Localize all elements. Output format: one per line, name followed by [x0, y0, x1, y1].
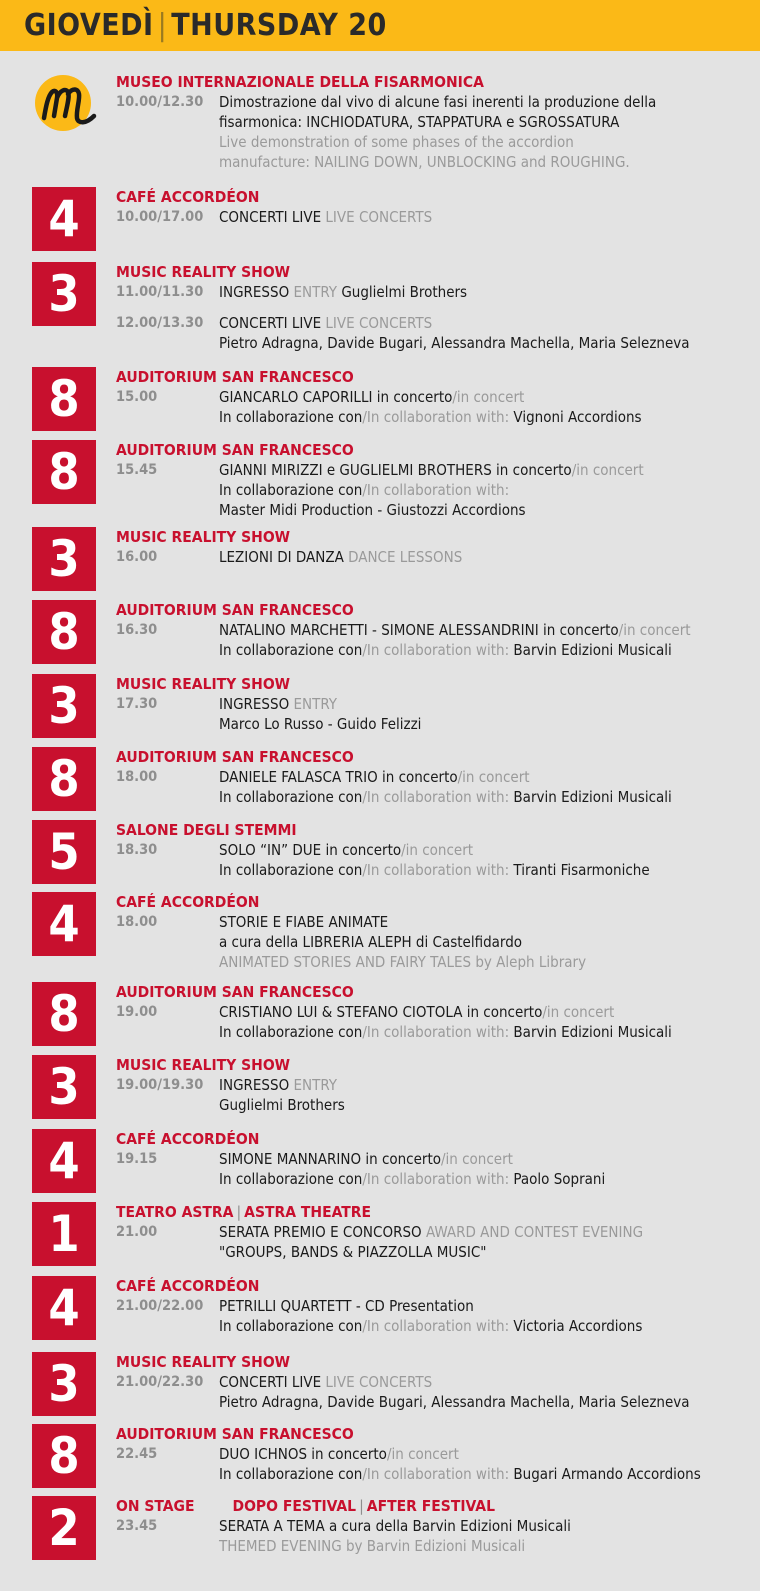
event-title-en: DANCE LESSONS [348, 548, 463, 566]
collab-label-en: /In collaboration with: [362, 641, 510, 659]
event-time: 19.00 [116, 1004, 158, 1020]
collab-label-en: /In collaboration with: [362, 1023, 510, 1041]
event-title: SERATA A TEMA a cura della Barvin Edizioni Musicali [219, 1517, 571, 1535]
collab-label: In collaborazione con [219, 861, 363, 879]
venue-name: AUDITORIUM SAN FRANCESCO [116, 748, 354, 766]
collab-label: In collaborazione con [219, 788, 363, 806]
collab-partner: Victoria Accordions [513, 1317, 643, 1335]
venue-number-badge: 4 [32, 892, 96, 956]
collab-label: In collaborazione con [219, 641, 363, 659]
event-time: 23.45 [116, 1518, 158, 1534]
event-title: CRISTIANO LUI & STEFANO CIOTOLA in concerto [219, 1003, 543, 1021]
event-performers: Pietro Adragna, Davide Bugari, Alessandra Machella, Maria Selezneva [219, 334, 690, 352]
event-title: LEZIONI DI DANZA [219, 548, 344, 566]
event-title-en: LIVE CONCERTS [325, 1373, 433, 1391]
venue-name: MUSIC REALITY SHOW [116, 675, 291, 693]
venue-name: AUDITORIUM SAN FRANCESCO [116, 1425, 354, 1443]
venue-name: TEATRO ASTRA | ASTRA THEATRE [116, 1203, 371, 1221]
event-title: SIMONE MANNARINO in concerto [219, 1150, 441, 1168]
event-time: 16.30 [116, 622, 158, 638]
collab-label-en: /In collaboration with: [362, 1170, 510, 1188]
event-title-en: AWARD AND CONTEST EVENING [425, 1223, 644, 1241]
event-title: INGRESSO [219, 283, 290, 301]
collab-partner: Barvin Edizioni Musicali [513, 1023, 672, 1041]
venue-number-badge: 4 [32, 1276, 96, 1340]
venue-number-badge: 8 [32, 440, 96, 504]
venue-name: MUSIC REALITY SHOW [116, 1353, 291, 1371]
event-title-en: /in concert [452, 388, 525, 406]
event-title-en: ENTRY [293, 283, 338, 301]
venue-number-badge: 8 [32, 982, 96, 1046]
event-title-en: LIVE CONCERTS [325, 314, 433, 332]
collab-partner: Barvin Edizioni Musicali [513, 788, 672, 806]
collab-partner: Vignoni Accordions [513, 408, 642, 426]
event-title: INGRESSO [219, 1076, 290, 1094]
collab-label: In collaborazione con [219, 1465, 363, 1483]
venue-name: MUSIC REALITY SHOW [116, 1056, 291, 1074]
header-title [24, 8, 387, 43]
page-header [0, 0, 760, 51]
event-title: GIANCARLO CAPORILLI in concerto [219, 388, 453, 406]
event-title-en: ENTRY [293, 1076, 338, 1094]
collab-partner: Bugari Armando Accordions [513, 1465, 701, 1483]
event-title: CONCERTI LIVE [219, 314, 322, 332]
venue-name: AUDITORIUM SAN FRANCESCO [116, 601, 354, 619]
event-time: 15.45 [116, 462, 158, 478]
venue-number-badge: 8 [32, 600, 96, 664]
venue-name: AUDITORIUM SAN FRANCESCO [116, 368, 354, 386]
event-time: 21.00/22.30 [116, 1374, 204, 1390]
collab-label: In collaborazione con [219, 1170, 363, 1188]
event-title-en: /in concert [618, 621, 691, 639]
event-desc-en: THEMED EVENING by Barvin Edizioni Musicali [219, 1537, 526, 1555]
event-title: NATALINO MARCHETTI - SIMONE ALESSANDRINI in concerto [219, 621, 619, 639]
collab-label: In collaborazione con [219, 408, 363, 426]
event-title-en: /in concert [571, 461, 644, 479]
collab-partner: Master Midi Production - Giustozzi Accordions [219, 501, 526, 519]
venue-number-badge: 3 [32, 674, 96, 738]
event-time: 18.00 [116, 914, 158, 930]
venue-name: CAFÉ ACCORDÉON [116, 1277, 260, 1295]
venue-name: ON STAGE DOPO FESTIVAL | AFTER FESTIVAL [116, 1497, 495, 1515]
event-title-en: /in concert [386, 1445, 459, 1463]
event-time: 17.30 [116, 696, 158, 712]
event-title-en: LIVE CONCERTS [325, 208, 433, 226]
collab-label: In collaborazione con [219, 1023, 363, 1041]
event-title: DANIELE FALASCA TRIO in concerto [219, 768, 458, 786]
venue-number-badge: 4 [32, 187, 96, 251]
event-performers: Pietro Adragna, Davide Bugari, Alessandra Machella, Maria Selezneva [219, 1393, 690, 1411]
event-time: 11.00/11.30 [116, 284, 204, 300]
event-title: STORIE E FIABE ANIMATE [219, 913, 389, 931]
venue-number-badge: 3 [32, 1055, 96, 1119]
event-performers: Guglielmi Brothers [219, 1096, 345, 1114]
event-performers: Marco Lo Russo - Guido Felizzi [219, 715, 422, 733]
venue-number-badge: 2 [32, 1496, 96, 1560]
event-title: DUO ICHNOS in concerto [219, 1445, 387, 1463]
venue-name: AUDITORIUM SAN FRANCESCO [116, 441, 354, 459]
museo-logo-icon [30, 72, 100, 136]
venue-number-badge: 3 [32, 1352, 96, 1416]
collab-partner: Barvin Edizioni Musicali [513, 641, 672, 659]
day-italian: GIOVEDÌ [24, 8, 154, 43]
event-time: 22.45 [116, 1446, 158, 1462]
event-time: 21.00 [116, 1224, 158, 1240]
collab-label-en: /In collaboration with: [362, 1317, 510, 1335]
venue-number-badge: 5 [32, 820, 96, 884]
event-desc: Dimostrazione dal vivo di alcune fasi inerenti la produzione della [219, 93, 657, 111]
event-title-en: /in concert [401, 841, 474, 859]
event-desc: a cura della LIBRERIA ALEPH di Castelfidardo [219, 933, 523, 951]
event-desc-en: ANIMATED STORIES AND FAIRY TALES by Aleph Library [219, 953, 587, 971]
venue-name: SALONE DEGLI STEMMI [116, 821, 297, 839]
event-title-en: /in concert [457, 768, 530, 786]
event-time: 19.15 [116, 1151, 158, 1167]
event-time: 10.00/17.00 [116, 209, 204, 225]
venue-number-badge: 1 [32, 1202, 96, 1266]
event-title: INGRESSO [219, 695, 290, 713]
event-subtitle: "GROUPS, BANDS & PIAZZOLLA MUSIC" [219, 1243, 487, 1261]
event-title-en: /in concert [440, 1150, 513, 1168]
event-title: SERATA PREMIO E CONCORSO [219, 1223, 422, 1241]
header-separator: | [157, 8, 168, 43]
venue-number-badge: 3 [32, 527, 96, 591]
venue-name: MUSIC REALITY SHOW [116, 528, 291, 546]
collab-label: In collaborazione con [219, 1317, 363, 1335]
event-time: 19.00/19.30 [116, 1077, 204, 1093]
venue-name: CAFÉ ACCORDÉON [116, 893, 260, 911]
event-time: 21.00/22.00 [116, 1298, 204, 1314]
event-title: CONCERTI LIVE [219, 208, 322, 226]
collab-label-en: /In collaboration with: [362, 861, 510, 879]
event-title: SOLO “IN” DUE in concerto [219, 841, 402, 859]
event-time: 16.00 [116, 549, 158, 565]
event-desc-en: manufacture: NAILING DOWN, UNBLOCKING and ROUGHING. [219, 153, 630, 171]
collab-label-en: /In collaboration with: [362, 481, 510, 499]
venue-number-badge: 8 [32, 367, 96, 431]
event-time: 18.00 [116, 769, 158, 785]
venue-name: CAFÉ ACCORDÉON [116, 1130, 260, 1148]
collab-label-en: /In collaboration with: [362, 788, 510, 806]
venue-name: CAFÉ ACCORDÉON [116, 188, 260, 206]
collab-label: In collaborazione con [219, 481, 363, 499]
venue-name: AUDITORIUM SAN FRANCESCO [116, 983, 354, 1001]
event-time: 18.30 [116, 842, 158, 858]
venue-name: MUSEO INTERNAZIONALE DELLA FISARMONICA [116, 73, 484, 91]
event-time: 15.00 [116, 389, 158, 405]
event-performers: Guglielmi Brothers [341, 283, 468, 301]
collab-label-en: /In collaboration with: [362, 1465, 510, 1483]
venue-number-badge: 8 [32, 747, 96, 811]
event-title-en: ENTRY [293, 695, 338, 713]
event-title: GIANNI MIRIZZI e GUGLIELMI BROTHERS in concerto [219, 461, 572, 479]
venue-name: MUSIC REALITY SHOW [116, 263, 291, 281]
collab-partner: Tiranti Fisarmoniche [513, 861, 650, 879]
event-time: 12.00/13.30 [116, 315, 204, 331]
event-title: PETRILLI QUARTETT - CD Presentation [219, 1297, 474, 1315]
venue-number-badge: 8 [32, 1424, 96, 1488]
event-desc-en: Live demonstration of some phases of the accordion [219, 133, 574, 151]
event-title-en: /in concert [542, 1003, 615, 1021]
event-title: CONCERTI LIVE [219, 1373, 322, 1391]
venue-number-badge: 3 [32, 262, 96, 326]
event-time: 10.00/12.30 [116, 94, 204, 110]
venue-number-badge: 4 [32, 1129, 96, 1193]
collab-label-en: /In collaboration with: [362, 408, 510, 426]
day-english: THURSDAY 20 [171, 8, 387, 43]
event-desc: fisarmonica: INCHIODATURA, STAPPATURA e SGROSSATURA [219, 113, 620, 131]
collab-partner: Paolo Soprani [513, 1170, 606, 1188]
